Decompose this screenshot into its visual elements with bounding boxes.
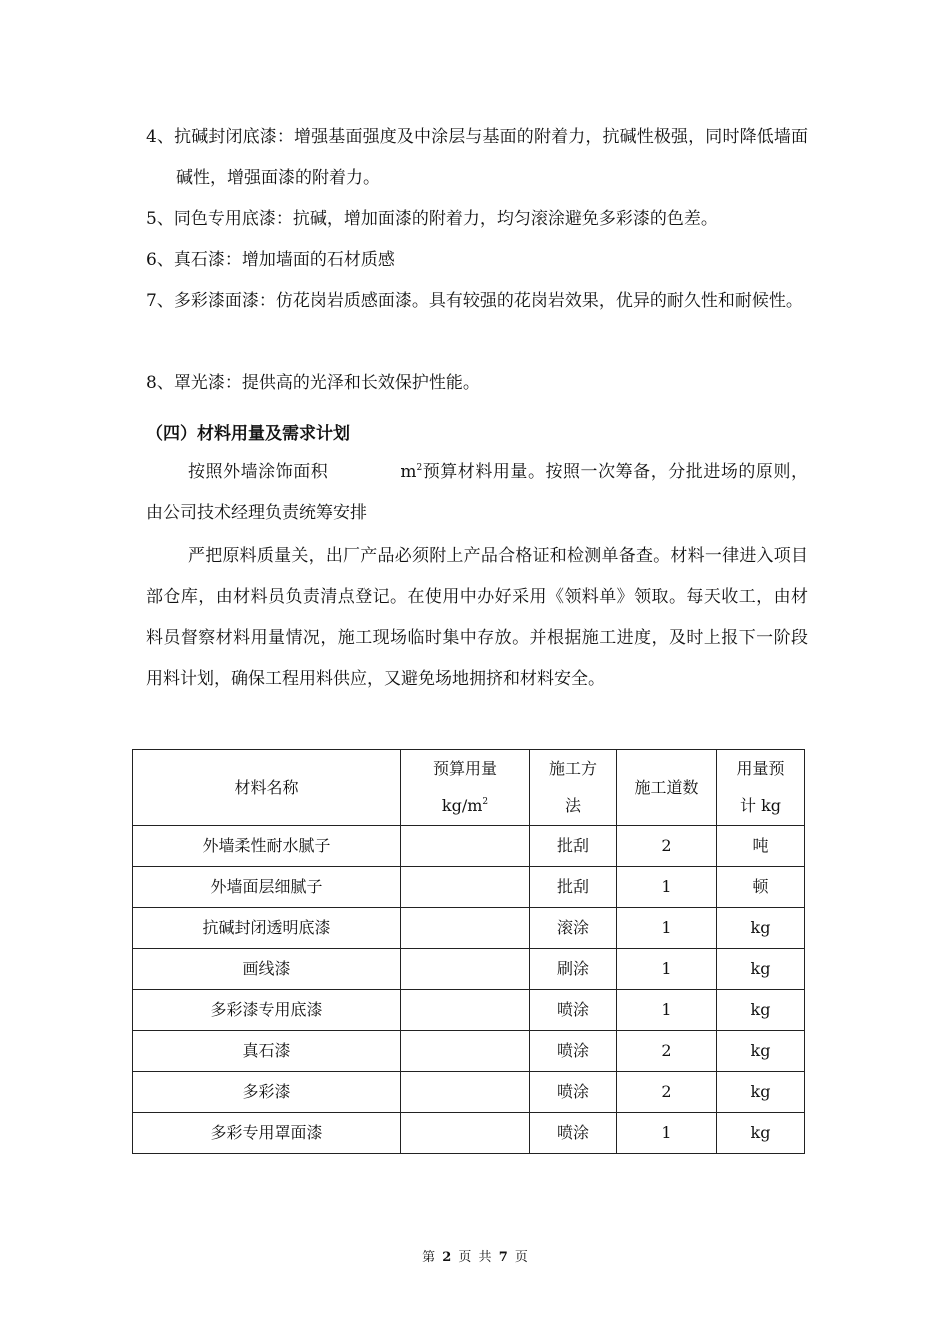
area-unit-superscript: 2 [416,463,423,473]
table-row [133,867,805,908]
current-page-number: 2 [442,1250,452,1265]
header-usage-line2: 计 kg [739,796,782,815]
header-construction-method [530,750,617,826]
table-row [133,949,805,990]
footer-label-page: 第 [422,1250,436,1265]
cell-budget-usage [401,826,530,867]
list-item-8: 8、罩光漆：提供高的光泽和长效保护性能。 [146,373,480,393]
footer-label-end: 页 [514,1250,528,1265]
table-header-row [133,750,805,826]
cell-construction-passes: 1 [617,949,717,990]
cell-construction-passes: 1 [617,867,717,908]
page-footer [0,1246,950,1265]
header-method-line2: 法 [564,796,581,815]
cell-construction-passes: 2 [617,1031,717,1072]
footer-label-mid: 页 共 [458,1250,492,1265]
list-item-7: 7、多彩漆面漆：仿花岗岩质感面漆。具有较强的花岗岩效果，优异的耐久性和耐候性。 [146,291,803,311]
cell-material-name: 多彩专用罩面漆 [133,1113,401,1154]
paragraph-material-budget-before: 按照外墙涂饰面积 [188,462,329,482]
cell-estimated-usage: kg [717,908,805,949]
cell-budget-usage [401,1072,530,1113]
table-row [133,908,805,949]
cell-construction-passes: 1 [617,908,717,949]
cell-material-name: 外墙柔性耐水腻子 [133,826,401,867]
table-row [133,990,805,1031]
cell-estimated-usage: kg [717,1072,805,1113]
cell-budget-usage [401,867,530,908]
header-estimated-usage [717,750,805,826]
cell-material-name: 真石漆 [133,1031,401,1072]
total-page-count: 7 [498,1250,508,1265]
table-row [133,826,805,867]
cell-estimated-usage: kg [717,1113,805,1154]
area-unit: m [400,462,417,482]
cell-material-name: 外墙面层细腻子 [133,867,401,908]
cell-estimated-usage: kg [717,990,805,1031]
table-row [133,1113,805,1154]
cell-construction-passes: 2 [617,826,717,867]
cell-material-name: 多彩漆专用底漆 [133,990,401,1031]
header-budget-unit: kg/m [441,796,483,815]
table-row [133,1072,805,1113]
cell-construction-passes: 2 [617,1072,717,1113]
cell-budget-usage [401,990,530,1031]
cell-material-name: 画线漆 [133,949,401,990]
header-budget-usage [401,750,530,826]
header-construction-passes: 施工道数 [617,750,717,826]
cell-construction-method: 滚涂 [530,908,617,949]
cell-construction-passes: 1 [617,1113,717,1154]
cell-budget-usage [401,949,530,990]
cell-estimated-usage: kg [717,1031,805,1072]
list-item-6: 6、真石漆：增加墙面的石材质感 [146,250,395,270]
cell-construction-method: 喷涂 [530,990,617,1031]
table-row [133,1031,805,1072]
cell-estimated-usage: kg [717,949,805,990]
cell-estimated-usage: 顿 [717,867,805,908]
list-item-5: 5、同色专用底漆：抗碱，增加面漆的附着力，均匀滚涂避免多彩漆的色差。 [146,209,718,229]
cell-material-name: 抗碱封闭透明底漆 [133,908,401,949]
header-material-name: 材料名称 [133,750,401,826]
cell-material-name: 多彩漆 [133,1072,401,1113]
header-method-line1: 施工方 [548,759,597,778]
material-table [132,749,805,1154]
header-budget-label: 预算用量 [432,759,497,778]
cell-construction-passes: 1 [617,990,717,1031]
header-budget-unit-superscript: 2 [482,797,489,807]
paragraph-material-budget-after: 预算材料用量。按照一次筹备，分批进场的原则，由公司技术经理负责统筹安排 [146,462,809,523]
cell-budget-usage [401,908,530,949]
cell-budget-usage [401,1113,530,1154]
cell-construction-method: 批刮 [530,867,617,908]
paragraph-material-budget [146,452,808,534]
section-heading: （四）材料用量及需求计划 [146,424,350,444]
cell-construction-method: 刷涂 [530,949,617,990]
cell-construction-method: 喷涂 [530,1031,617,1072]
paragraph-quality-control: 严把原料质量关，出厂产品必须附上产品合格证和检测单备查。材料一律进入项目部仓库，由材料员负责清点登记。在使用中办好采用《领料单》领取。每天收工，由材料员督察材料用量情况，施工现场临时集中存放。并根据施工进度，及时上报下一阶段用料计划，确保工程用料供应，又避免场地拥挤和材料安全。 [146,546,808,689]
list-item-4: 4、抗碱封闭底漆：增强基面强度及中涂层与基面的附着力，抗碱性极强，同时降低墙面碱性，增强面漆的附着力。 [146,127,808,188]
cell-budget-usage [401,1031,530,1072]
cell-estimated-usage: 吨 [717,826,805,867]
header-usage-line1: 用量预 [736,759,785,778]
cell-construction-method: 喷涂 [530,1072,617,1113]
cell-construction-method: 喷涂 [530,1113,617,1154]
cell-construction-method: 批刮 [530,826,617,867]
